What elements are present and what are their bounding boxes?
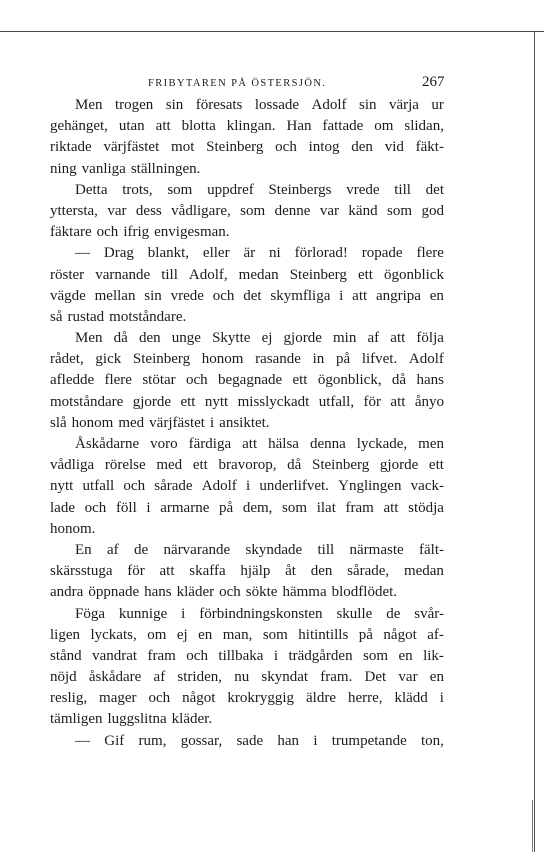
text-line: fäktare och ifrig envigesman.: [50, 224, 230, 241]
text-line: andra öppnade hans kläder och sökte hämma blodflödet.: [50, 584, 398, 601]
text-line: gehänget, utan att blotta klingan. Han fattade om slidan,: [50, 118, 444, 135]
running-head-title: FRIBYTAREN PÅ ÖSTERSJÖN.: [148, 78, 327, 89]
text-line: En af de närvarande skyndade till närmaste fält-: [75, 541, 444, 558]
text-line: stånd vandrat fram och tillbaka i trädgården som en lik-: [50, 647, 444, 664]
text-line: rådet, gick Steinberg honom rasande in på lifvet. Adolf: [50, 351, 444, 368]
text-line: nöjd åskådare af striden, nu skyndat fram. Det var en: [50, 669, 444, 686]
text-line: Åskådarne voro färdiga att hälsa denna lyckade, men: [75, 436, 444, 452]
text-line: Men då den unge Skytte ej gjorde min af att följa: [75, 330, 444, 347]
page-number: 267: [422, 74, 445, 90]
text-line: skärsstuga för att skaffa hjälp åt den sårade, medan: [50, 563, 444, 580]
text-line: motståndare gjorde ett nytt misslyckadt utfall, för att ånyo: [50, 393, 444, 410]
body-text: [50, 95, 444, 752]
text-line: röster varnande till Adolf, medan Steinberg ett ögonblick: [50, 266, 444, 283]
text-line: — Gif rum, gossar, sade han i trumpetande ton,: [75, 732, 444, 749]
scan-top-edge-line: [0, 31, 544, 32]
text-line: vådliga rörelse med ett bravorop, då Steinberg gjorde ett: [50, 457, 444, 474]
text-line: vägde mellan sin vrede och det skymfliga i att angripa en: [50, 287, 444, 304]
text-line: Detta trots, som uppdref Steinbergs vrede till det: [75, 181, 444, 198]
text-line: slå honom med värjfästet i ansiktet.: [50, 414, 270, 431]
text-line: tämligen luggslitna kläder.: [50, 711, 213, 728]
text-line: ning vanliga ställningen.: [50, 160, 201, 177]
text-line: honom.: [50, 520, 96, 537]
text-line: Men trogen sin föresats lossade Adolf sin värja ur: [75, 97, 444, 113]
scan-right-edge-line: [534, 31, 535, 852]
text-line: Föga kunnige i förbindningskonsten skulle de svår-: [75, 605, 444, 622]
text-line: — Drag blankt, eller är ni förlorad! ropade flere: [75, 245, 444, 262]
text-line: riktade värjfästet mot Steinberg och intog den vid fäkt-: [50, 139, 444, 156]
text-line: yttersta, var dess vådligare, som denne var känd som god: [50, 202, 444, 219]
text-line: reslig, mager och något krokryggig äldre herre, klädd i: [50, 690, 444, 707]
text-line: nytt utfall och sårade Adolf i underlifvet. Ynglingen vack-: [50, 478, 444, 495]
text-line: afledde flere stötar och begagnade ett ögonblick, då hans: [50, 372, 444, 389]
text-line: så rustad motståndare.: [50, 308, 187, 325]
text-line: ligen lyckats, om ej en man, som hitintills på något af-: [50, 626, 444, 643]
scan-lower-edge-mark: [532, 800, 533, 852]
text-line: lade och föll i armarne på dem, som ilat fram att stödja: [50, 499, 444, 516]
